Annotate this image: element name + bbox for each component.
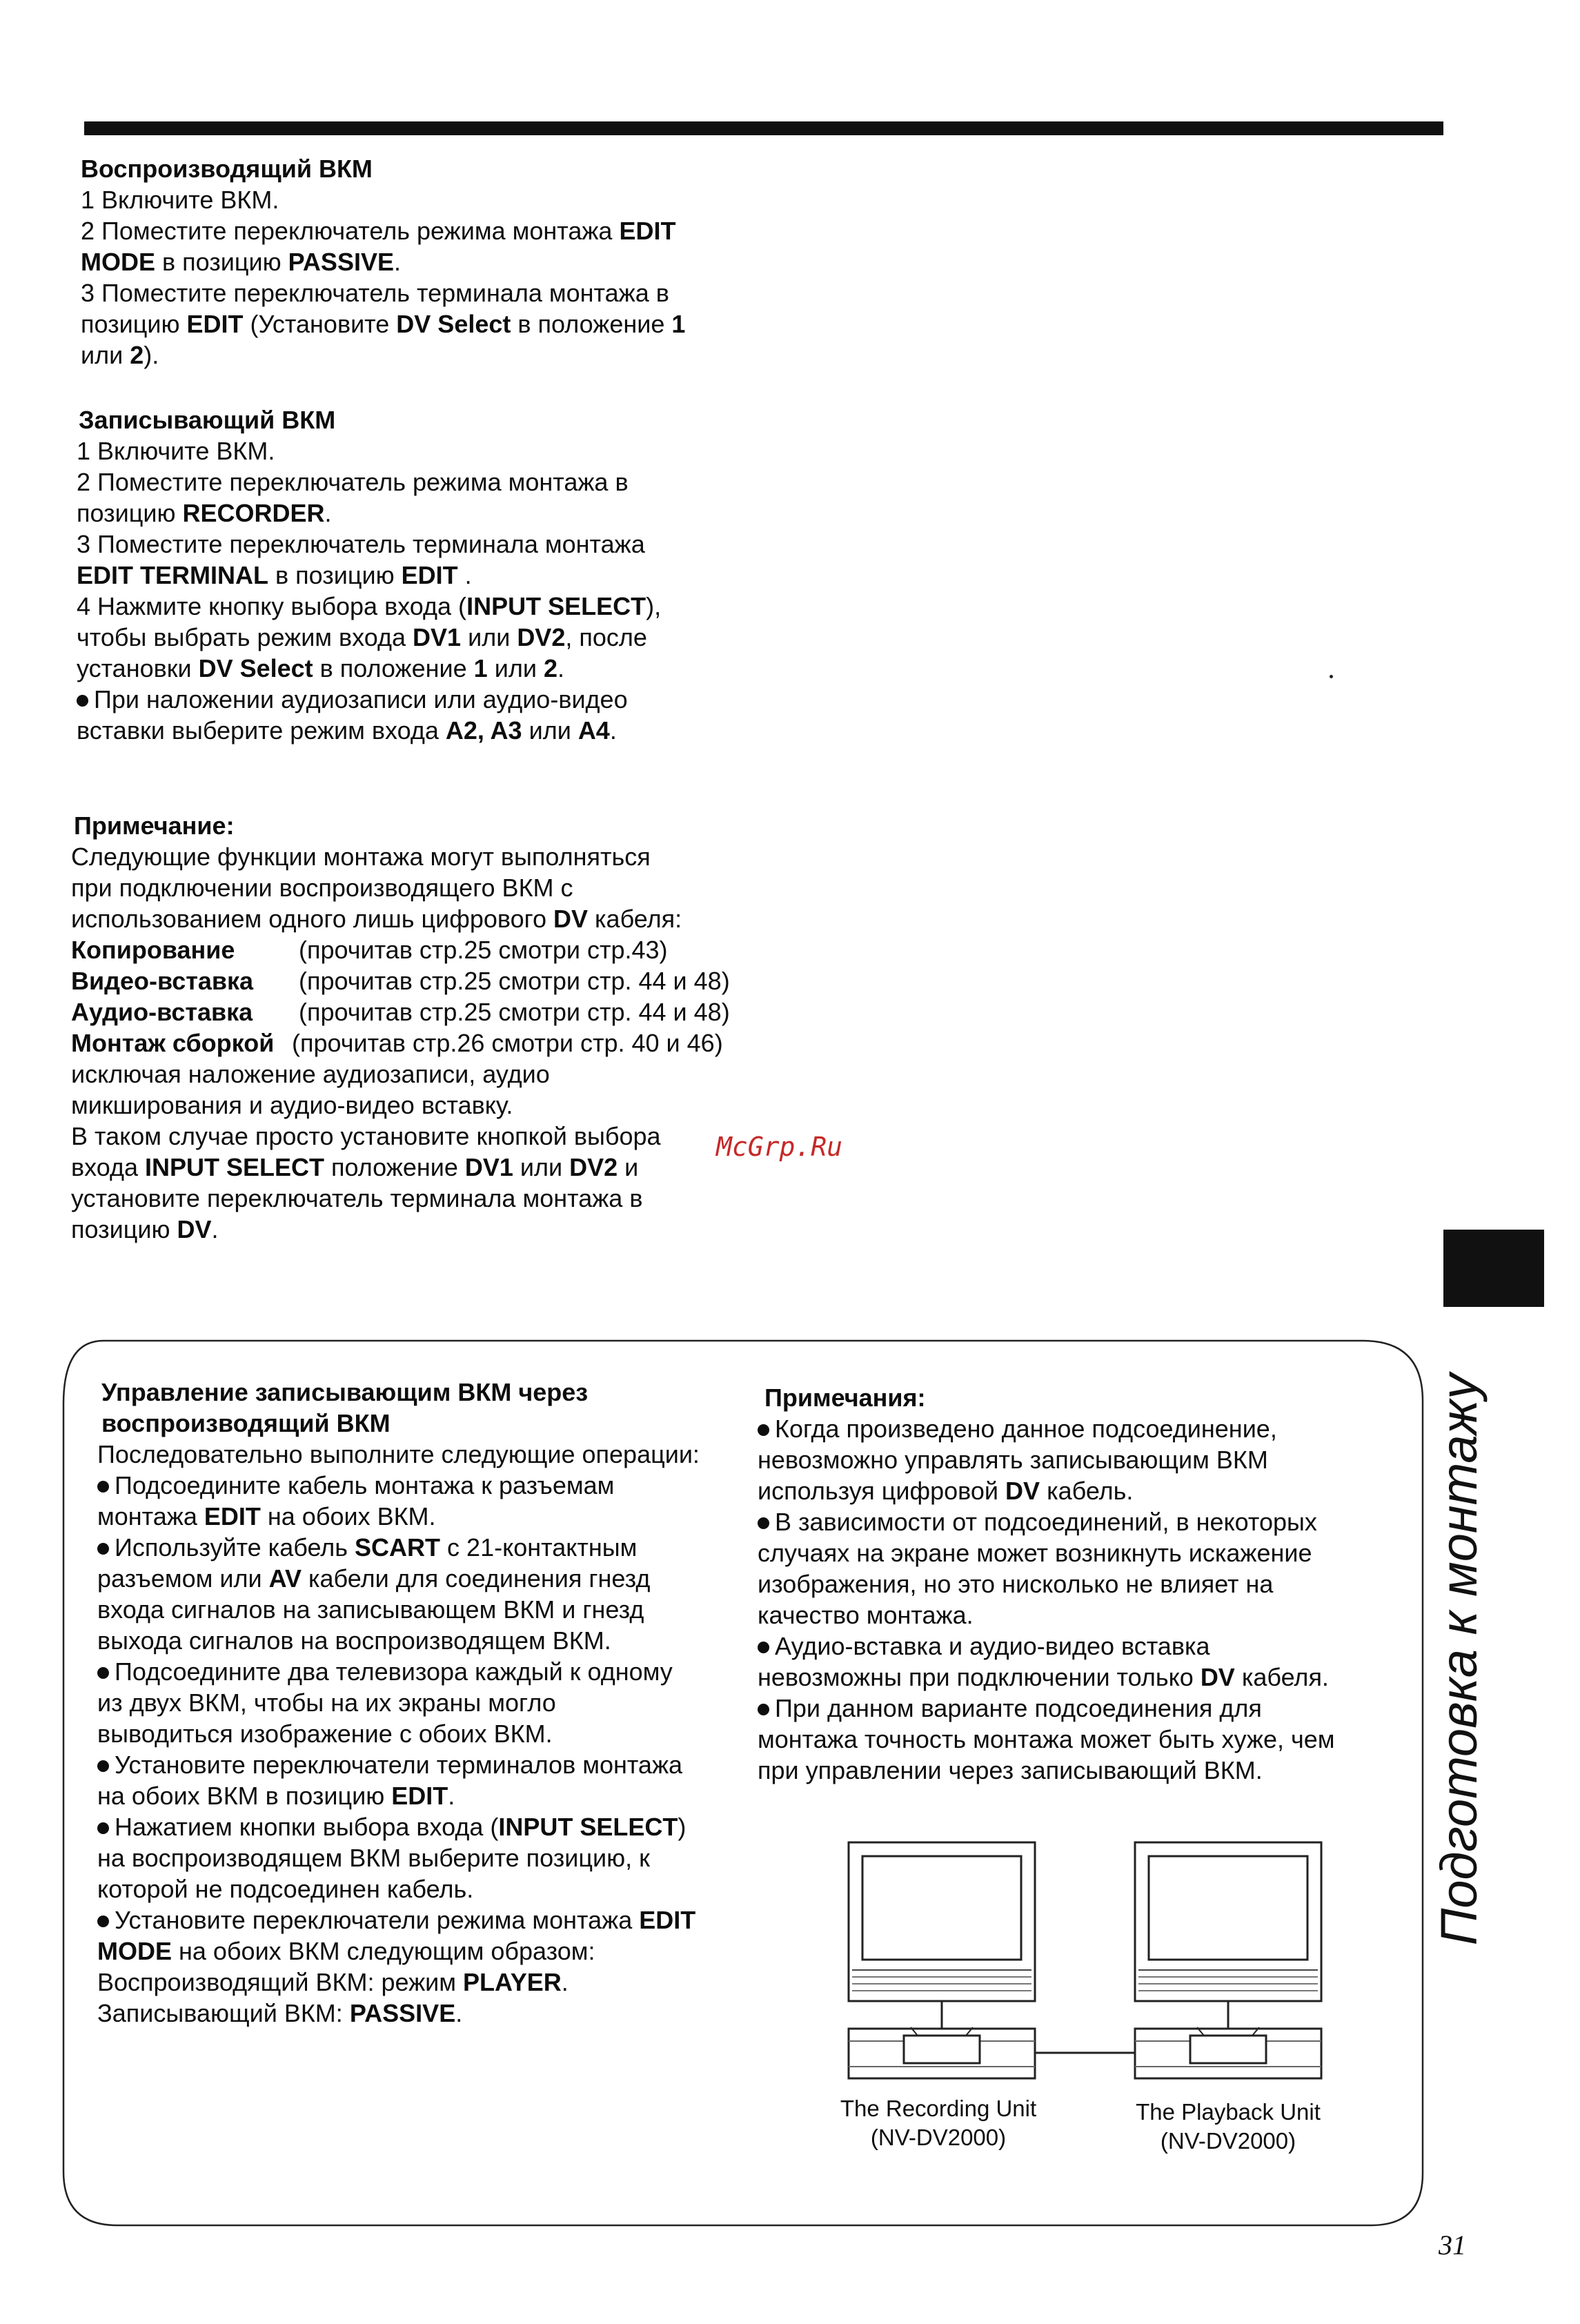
bold-run: DV Select bbox=[396, 310, 511, 338]
text-run: на обоих ВКМ в позицию bbox=[97, 1782, 392, 1810]
text-run: исключая наложение аудиозаписи, аудио bbox=[71, 1060, 550, 1088]
text-run: на обоих ВКМ. bbox=[260, 1502, 436, 1530]
bold-run: INPUT SELECT bbox=[498, 1813, 678, 1841]
box-left-column bbox=[95, 1377, 757, 2029]
function-name: Аудио-вставка bbox=[71, 998, 253, 1026]
text-run: , после bbox=[565, 623, 647, 651]
text-run: чтобы выбрать режим входа bbox=[77, 623, 413, 651]
recording-unit-caption bbox=[787, 2094, 1090, 2152]
text-run: случаях на экране может возникнуть искажение bbox=[758, 1539, 1312, 1567]
bold-run: 1 bbox=[671, 310, 686, 338]
bold-run: EDIT bbox=[401, 561, 458, 589]
text-run: 2 Поместите переключатель режима монтажа в bbox=[77, 468, 629, 496]
text-run: 1 Включите ВКМ. bbox=[81, 186, 279, 214]
text-run: кабель. bbox=[1040, 1477, 1134, 1505]
text-run: Установите переключатели режима монтажа bbox=[115, 1906, 640, 1934]
text-line bbox=[97, 1967, 757, 1998]
bold-run: 1 bbox=[473, 654, 488, 682]
text-run: При наложении аудиозаписи или аудио-видео bbox=[94, 685, 628, 713]
side-tab-title: Подготовка к монтажу bbox=[1430, 1373, 1488, 1946]
function-ref: (прочитав стр.25 смотри стр.43) bbox=[299, 936, 668, 964]
text-run: Установите переключатели терминалов монтажа bbox=[115, 1751, 683, 1779]
text-run: Используйте кабель bbox=[115, 1533, 355, 1562]
bold-run: DV1 bbox=[464, 1153, 513, 1181]
bullet-icon bbox=[97, 1760, 109, 1772]
text-run: В зависимости от подсоединений, в некоторых bbox=[775, 1508, 1317, 1536]
text-line bbox=[97, 1594, 757, 1625]
text-line bbox=[97, 1501, 757, 1532]
recording-tv bbox=[849, 1842, 1035, 2001]
text-run: При данном варианте подсоединения для bbox=[775, 1694, 1262, 1722]
playback-vcr bbox=[1135, 2027, 1321, 2078]
watermark: McGrp.Ru bbox=[716, 1132, 843, 1162]
text-run: Нажатием кнопки выбора входа ( bbox=[115, 1813, 499, 1841]
bold-run: AV bbox=[268, 1564, 302, 1593]
text-run: или bbox=[461, 623, 517, 651]
function-name: Копирование bbox=[71, 936, 235, 964]
text-run: в позицию bbox=[268, 561, 402, 589]
bullet-icon bbox=[97, 1481, 109, 1493]
text-run: микширования и аудио-видео вставку. bbox=[71, 1091, 513, 1119]
playback-caption-line-1: The Playback Unit bbox=[1136, 2099, 1321, 2125]
function-name: Монтаж сборкой bbox=[71, 1029, 275, 1057]
bullet-icon bbox=[758, 1704, 769, 1715]
text-line bbox=[758, 1568, 1406, 1599]
text-line bbox=[758, 1599, 1406, 1631]
text-run: невозможны при подключении только bbox=[758, 1663, 1201, 1691]
note-heading: Примечание: bbox=[74, 811, 235, 840]
text-run: изображения, но это нисколько не влияет на bbox=[758, 1570, 1274, 1598]
text-run: . bbox=[457, 561, 472, 589]
bold-run: EDIT bbox=[204, 1502, 261, 1530]
text-run: разъемом или bbox=[97, 1564, 269, 1593]
text-line bbox=[758, 1475, 1406, 1506]
text-line bbox=[758, 1537, 1406, 1568]
text-run: (Установите bbox=[243, 310, 397, 338]
text-line bbox=[97, 1563, 757, 1594]
text-run: . bbox=[393, 248, 401, 276]
text-run: которой не подсоединен кабель. bbox=[97, 1875, 474, 1903]
text-run: ) bbox=[678, 1813, 687, 1841]
text-run: используя цифровой bbox=[758, 1477, 1006, 1505]
text-run: при управлении через записывающий ВКМ. bbox=[758, 1756, 1263, 1784]
text-line bbox=[758, 1755, 1406, 1786]
text-run: монтажа bbox=[97, 1502, 204, 1530]
text-run: ). bbox=[144, 341, 159, 369]
text-run: Записывающий ВКМ: bbox=[97, 1999, 350, 2027]
bold-run: PASSIVE bbox=[288, 248, 394, 276]
playback-tv bbox=[1135, 1842, 1321, 2001]
text-run: установки bbox=[77, 654, 199, 682]
bold-run: DV1 bbox=[413, 623, 462, 651]
bold-run: DV bbox=[177, 1215, 212, 1243]
text-run: невозможно управлять записывающим ВКМ bbox=[758, 1446, 1268, 1474]
text-run: при подключении воспроизводящего ВКМ с bbox=[71, 874, 573, 902]
text-run: входа сигналов на записывающем ВКМ и гнезд bbox=[97, 1595, 644, 1624]
bold-run: MODE bbox=[81, 248, 155, 276]
bold-run: EDIT bbox=[391, 1782, 448, 1810]
text-run: Последовательно выполните следующие операции: bbox=[97, 1440, 700, 1468]
page-number: 31 bbox=[1439, 2229, 1466, 2261]
text-run: вставки выберите режим входа bbox=[77, 716, 446, 745]
bold-run: SCART bbox=[355, 1533, 441, 1562]
text-run: Воспроизводящий ВКМ: режим bbox=[97, 1968, 464, 1996]
bold-run: RECORDER bbox=[182, 499, 325, 527]
box-right-heading: Примечания: bbox=[764, 1383, 926, 1412]
bold-run: EDIT bbox=[639, 1906, 696, 1934]
bold-run: PLAYER bbox=[463, 1968, 562, 1996]
text-run: или bbox=[522, 716, 578, 745]
text-run: или bbox=[513, 1153, 570, 1181]
text-line bbox=[97, 1811, 757, 1842]
text-line bbox=[758, 1724, 1406, 1755]
text-line bbox=[758, 1444, 1406, 1475]
text-line bbox=[97, 1873, 757, 1904]
bold-run: MODE bbox=[97, 1937, 172, 1965]
bold-run: EDIT bbox=[619, 217, 676, 245]
text-run: . bbox=[211, 1215, 219, 1243]
text-run: и bbox=[618, 1153, 639, 1181]
text-run: монтажа точность монтажа может быть хуже, чем bbox=[758, 1725, 1335, 1753]
text-run: в позицию bbox=[155, 248, 288, 276]
text-run: В таком случае просто установите кнопкой выбора bbox=[71, 1122, 661, 1150]
text-run: на воспроизводящем ВКМ выберите позицию, к bbox=[97, 1844, 650, 1872]
box-left-lines bbox=[95, 1439, 757, 2029]
text-run: 3 Поместите переключатель терминала монтажа в bbox=[81, 279, 669, 307]
text-line bbox=[97, 1470, 757, 1501]
bold-run: 2 bbox=[130, 341, 144, 369]
connection-diagram bbox=[828, 1829, 1339, 2105]
text-run: Подсоедините кабель монтажа к разъемам bbox=[115, 1471, 615, 1499]
text-run: Когда произведено данное подсоединение, bbox=[775, 1415, 1277, 1443]
text-run: позицию bbox=[77, 499, 183, 527]
bold-run: DV bbox=[1200, 1663, 1235, 1691]
text-run: Следующие функции монтажа могут выполняться bbox=[71, 843, 651, 871]
box-right-column bbox=[758, 1382, 1406, 1786]
text-run: ), bbox=[646, 592, 662, 620]
text-line bbox=[97, 1532, 757, 1563]
text-line bbox=[97, 1842, 757, 1873]
bold-run: DV2 bbox=[569, 1153, 618, 1181]
text-run: входа bbox=[71, 1153, 145, 1181]
text-line bbox=[97, 1625, 757, 1656]
text-run: установите переключатель терминала монтажа в bbox=[71, 1184, 643, 1212]
box-left-heading-1: Управление записывающим ВКМ через bbox=[101, 1378, 589, 1406]
bold-run: DV bbox=[553, 905, 588, 933]
bold-run: A4 bbox=[577, 716, 610, 745]
recording-vcr bbox=[849, 2027, 1035, 2078]
bullet-icon bbox=[97, 1667, 109, 1679]
text-run: в положение bbox=[313, 654, 474, 682]
text-run: . bbox=[561, 1968, 569, 1996]
bullet-icon bbox=[97, 1822, 109, 1834]
playback-unit-caption bbox=[1076, 2098, 1380, 2156]
text-line bbox=[758, 1693, 1406, 1724]
box-right-lines bbox=[758, 1413, 1406, 1786]
text-run: кабеля: bbox=[588, 905, 682, 933]
bullet-icon bbox=[97, 1543, 109, 1555]
bold-run: A2, A3 bbox=[445, 716, 522, 745]
bold-run: EDIT bbox=[186, 310, 244, 338]
text-run: 3 Поместите переключатель терминала монтажа bbox=[77, 530, 645, 558]
text-line bbox=[97, 1718, 757, 1749]
bold-run: INPUT SELECT bbox=[466, 592, 646, 620]
function-ref: (прочитав стр.26 смотри стр. 40 и 46) bbox=[292, 1029, 723, 1057]
text-run: выводиться изображение с обоих ВКМ. bbox=[97, 1720, 553, 1748]
text-run: позицию bbox=[71, 1215, 177, 1243]
recording-caption-line-1: The Recording Unit bbox=[840, 2096, 1037, 2121]
bullet-icon bbox=[758, 1517, 769, 1529]
text-line bbox=[758, 1662, 1406, 1693]
text-run: 2 Поместите переключатель режима монтажа bbox=[81, 217, 620, 245]
playback-caption-line-2: (NV-DV2000) bbox=[1160, 2128, 1296, 2154]
text-run: 1 Включите ВКМ. bbox=[77, 437, 275, 465]
function-ref: (прочитав стр.25 смотри стр. 44 и 48) bbox=[299, 998, 730, 1026]
bullet-icon bbox=[758, 1642, 769, 1653]
recording-caption-line-2: (NV-DV2000) bbox=[870, 2125, 1007, 2150]
box-left-heading-2: воспроизводящий ВКМ bbox=[101, 1409, 391, 1437]
text-run: из двух ВКМ, чтобы на их экраны могло bbox=[97, 1688, 556, 1717]
text-run: с 21-контактным bbox=[440, 1533, 638, 1562]
text-line bbox=[97, 1936, 757, 1967]
bullet-icon bbox=[758, 1424, 769, 1436]
text-run: на обоих ВКМ следующим образом: bbox=[172, 1937, 595, 1965]
text-run: Подсоедините два телевизора каждый к одному bbox=[115, 1657, 673, 1686]
text-line bbox=[97, 1998, 757, 2029]
bold-run: EDIT TERMINAL bbox=[77, 561, 268, 589]
text-run: выхода сигналов на воспроизводящем ВКМ. bbox=[97, 1626, 611, 1655]
text-line bbox=[97, 1904, 757, 1936]
text-line bbox=[97, 1749, 757, 1780]
text-run: . bbox=[324, 499, 332, 527]
text-run: положение bbox=[324, 1153, 465, 1181]
bold-run: DV bbox=[1005, 1477, 1040, 1505]
text-run: кабели для соединения гнезд bbox=[301, 1564, 651, 1593]
function-ref: (прочитав стр.25 смотри стр. 44 и 48) bbox=[299, 967, 730, 995]
function-name: Видео-вставка bbox=[71, 967, 254, 995]
text-run: 4 Нажмите кнопку выбора входа ( bbox=[77, 592, 467, 620]
playback-heading: Воспроизводящий ВКМ bbox=[81, 155, 373, 183]
bold-run: DV2 bbox=[517, 623, 566, 651]
text-line bbox=[97, 1656, 757, 1687]
bold-run: PASSIVE bbox=[349, 1999, 456, 2027]
text-line bbox=[97, 1780, 757, 1811]
text-line bbox=[97, 1439, 757, 1470]
text-line bbox=[758, 1631, 1406, 1662]
text-run: Аудио-вставка и аудио-видео вставка bbox=[775, 1632, 1210, 1660]
bullet-icon bbox=[97, 1916, 109, 1927]
text-line bbox=[758, 1413, 1406, 1444]
bold-run: 2 bbox=[543, 654, 557, 682]
text-run: в положение bbox=[511, 310, 672, 338]
text-run: кабеля. bbox=[1234, 1663, 1329, 1691]
text-run: . bbox=[609, 716, 617, 745]
text-run: . bbox=[557, 654, 564, 682]
text-run: позицию bbox=[81, 310, 187, 338]
text-line bbox=[758, 1506, 1406, 1537]
text-run: . bbox=[448, 1782, 455, 1810]
bold-run: INPUT SELECT bbox=[144, 1153, 324, 1181]
text-run: качество монтажа. bbox=[758, 1601, 974, 1629]
text-line bbox=[97, 1687, 757, 1718]
text-run: или bbox=[487, 654, 544, 682]
text-run: использованием одного лишь цифрового bbox=[71, 905, 553, 933]
bold-run: DV Select bbox=[198, 654, 313, 682]
recording-heading: Записывающий ВКМ bbox=[79, 406, 336, 434]
text-run: или bbox=[81, 341, 130, 369]
text-run: . bbox=[455, 1999, 463, 2027]
